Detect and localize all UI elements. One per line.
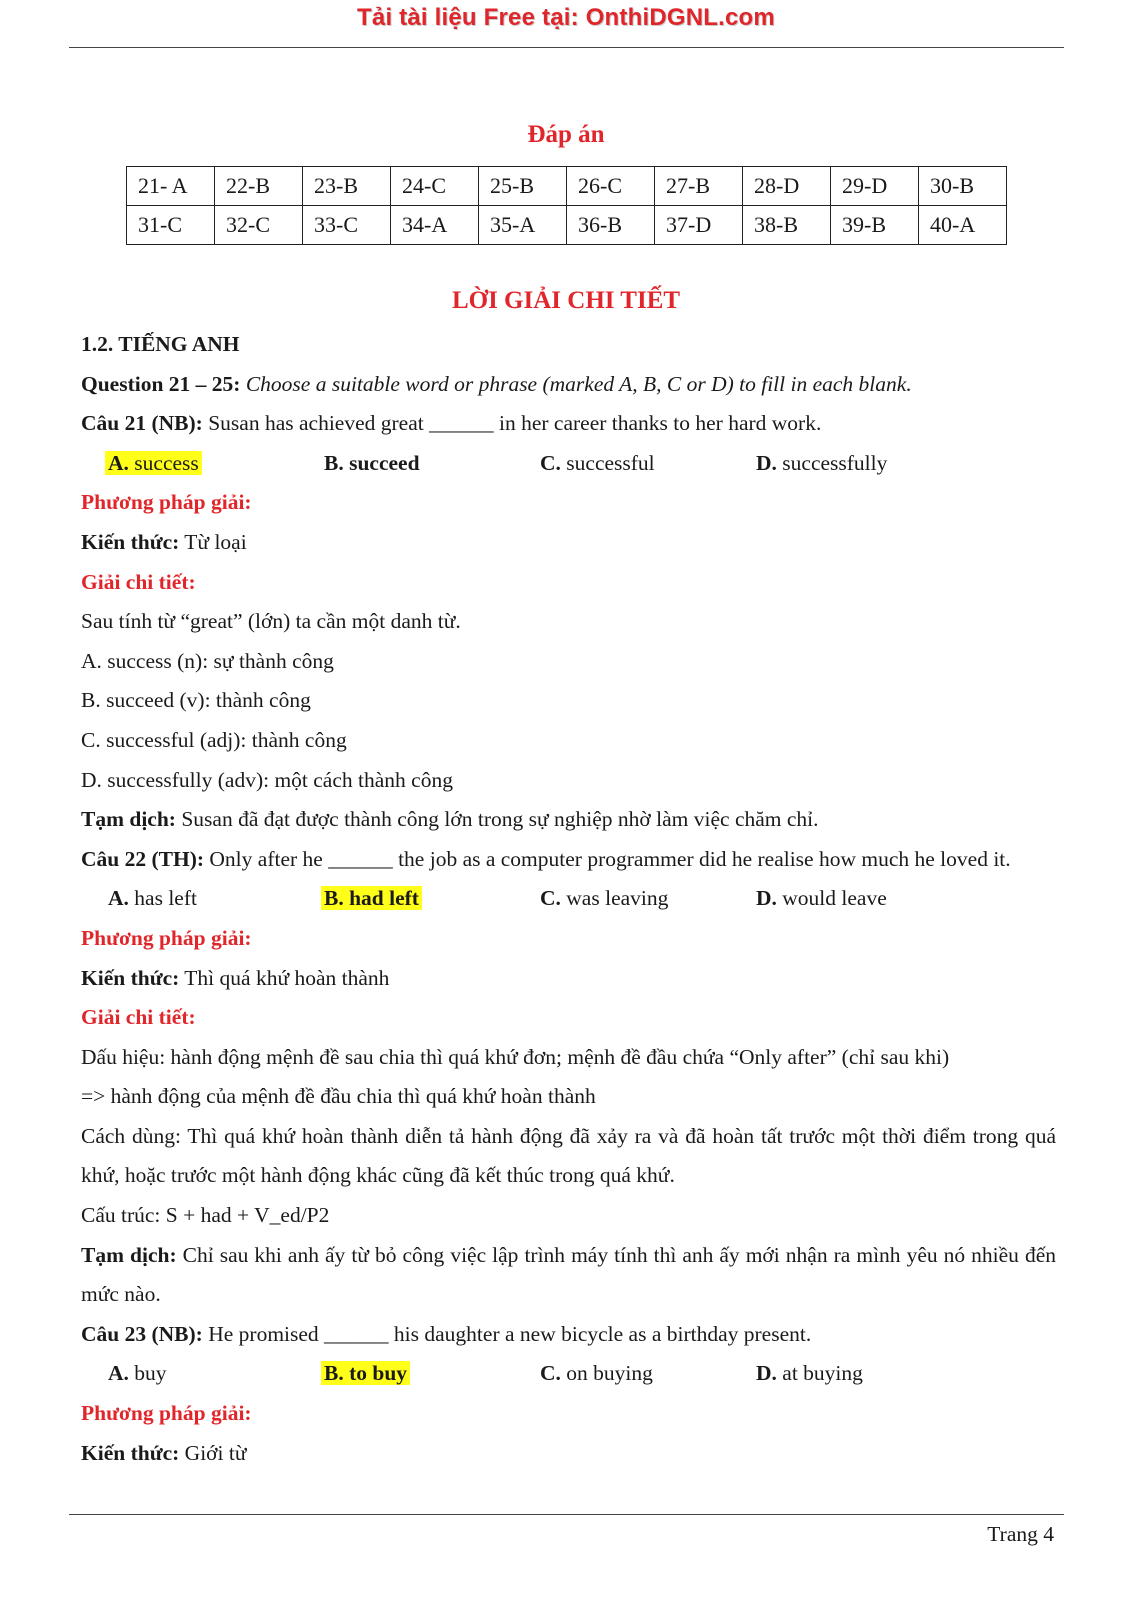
answer-key-table: [126, 166, 1007, 245]
header-divider: [69, 47, 1064, 48]
instruction-text: Choose a suitable word or phrase (marked A, B, C or D) to fill in each blank.: [245, 371, 912, 396]
section-title: LỜI GIẢI CHI TIẾT: [451, 287, 681, 314]
detail-line: B. succeed (v): thành công: [81, 688, 311, 713]
header-banner[interactable]: Tải tài liệu Free tại: OnthiDGNL.com: [357, 4, 775, 31]
answer-cell: 36-B: [567, 206, 655, 245]
detail-line: => hành động của mệnh đề đầu chia thì quá khứ hoàn thành: [81, 1084, 596, 1109]
detail-line: Sau tính từ “great” (lớn) ta cần một danh từ.: [81, 609, 461, 634]
answer-cell: 35-A: [479, 206, 567, 245]
instruction: [81, 365, 1056, 405]
question-label: Câu 23 (NB):: [81, 1321, 203, 1346]
answer-cell: 38-B: [743, 206, 831, 245]
answer-cell: 27-B: [655, 167, 743, 206]
translation-line: Tạm dịch: Susan đã đạt được thành công lớn trong sự nghiệp nhờ làm việc chăm chỉ.: [81, 807, 819, 832]
method-heading: Phương pháp giải:: [81, 1401, 252, 1426]
answer-cell: 24-C: [391, 167, 479, 206]
answer-key-title: Đáp án: [527, 121, 605, 148]
option-a: A. has left: [108, 886, 197, 911]
translation-line: Tạm dịch: Chỉ sau khi anh ấy từ bỏ công việc lập trình máy tính thì anh ấy mới nhận ra mình yêu nó nhiều đến mức nào.: [81, 1242, 1056, 1307]
detail-heading: Giải chi tiết:: [81, 569, 196, 594]
answer-cell: 31-C: [127, 206, 215, 245]
option-b: B. succeed: [324, 450, 420, 475]
question-text: He promised ______ his daughter a new bicycle as a birthday present.: [208, 1321, 812, 1346]
question-23: [81, 1315, 1056, 1355]
page-number: Trang 4: [987, 1522, 1054, 1546]
knowledge-line: Kiến thức: Từ loại: [81, 529, 247, 554]
knowledge-line: Kiến thức: Thì quá khứ hoàn thành: [81, 965, 390, 990]
option-d: D. successfully: [756, 450, 888, 475]
detail-line: C. successful (adj): thành công: [81, 727, 347, 752]
option-d: D. would leave: [756, 886, 887, 911]
detail-heading: Giải chi tiết:: [81, 1005, 196, 1030]
question-21: [81, 404, 1056, 444]
answer-cell: 28-D: [743, 167, 831, 206]
question-text: Only after he ______ the job as a computer programmer did he realise how much he loved it.: [209, 846, 1011, 871]
question-21-options: [81, 444, 1056, 484]
option-c: C. on buying: [540, 1361, 653, 1386]
method-heading: Phương pháp giải:: [81, 490, 252, 515]
option-b: [324, 879, 422, 919]
usage-paragraph: Cách dùng: Thì quá khứ hoàn thành diễn tả hành động đã xảy ra và đã hoàn tất trước một thời điểm trong quá khứ, hoặc trước một hành động khác cũng đã kết thúc trong quá khứ.: [81, 1123, 1056, 1188]
answer-cell: 37-D: [655, 206, 743, 245]
correct-answer-highlight: A. success: [105, 451, 202, 475]
knowledge-line: Kiến thức: Giới từ: [81, 1440, 247, 1465]
structure-line: Cấu trúc: S + had + V_ed/P2: [81, 1203, 330, 1228]
subsection-heading: 1.2. TIẾNG ANH: [81, 332, 240, 356]
question-label: Câu 21 (NB):: [81, 411, 203, 436]
answer-cell: 26-C: [567, 167, 655, 206]
answer-row: [127, 206, 1007, 245]
detail-line: D. successfully (adv): một cách thành công: [81, 767, 453, 792]
correct-answer-highlight: B. to buy: [321, 1361, 410, 1385]
correct-answer-highlight: B. had left: [321, 886, 422, 910]
answer-cell: 23-B: [303, 167, 391, 206]
question-22: [81, 840, 1056, 880]
answer-cell: 39-B: [831, 206, 919, 245]
answer-cell: 22-B: [215, 167, 303, 206]
answer-cell: 34-A: [391, 206, 479, 245]
answer-cell: 29-D: [831, 167, 919, 206]
method-heading: Phương pháp giải:: [81, 925, 252, 950]
footer-divider: [69, 1514, 1064, 1515]
question-22-options: [81, 879, 1056, 919]
solution-content: [81, 325, 1056, 1473]
option-a: [108, 444, 202, 484]
detail-line: Dấu hiệu: hành động mệnh đề sau chia thì quá khứ đơn; mệnh đề đầu chứa “Only after” (chỉ sau khi): [81, 1044, 950, 1069]
question-label: Câu 22 (TH):: [81, 846, 205, 871]
answer-cell: 32-C: [215, 206, 303, 245]
answer-cell: 40-A: [919, 206, 1007, 245]
question-23-options: [81, 1354, 1056, 1394]
option-a: A. buy: [108, 1361, 167, 1386]
question-text: Susan has achieved great ______ in her career thanks to her hard work.: [208, 411, 822, 436]
option-d: D. at buying: [756, 1361, 863, 1386]
instruction-label: Question 21 – 25:: [81, 371, 241, 396]
option-c: C. was leaving: [540, 886, 669, 911]
answer-cell: 21- A: [127, 167, 215, 206]
answer-row: [127, 167, 1007, 206]
option-c: C. successful: [540, 450, 655, 475]
detail-line: A. success (n): sự thành công: [81, 648, 334, 673]
answer-cell: 25-B: [479, 167, 567, 206]
option-b: [324, 1354, 410, 1394]
answer-cell: 30-B: [919, 167, 1007, 206]
answer-cell: 33-C: [303, 206, 391, 245]
